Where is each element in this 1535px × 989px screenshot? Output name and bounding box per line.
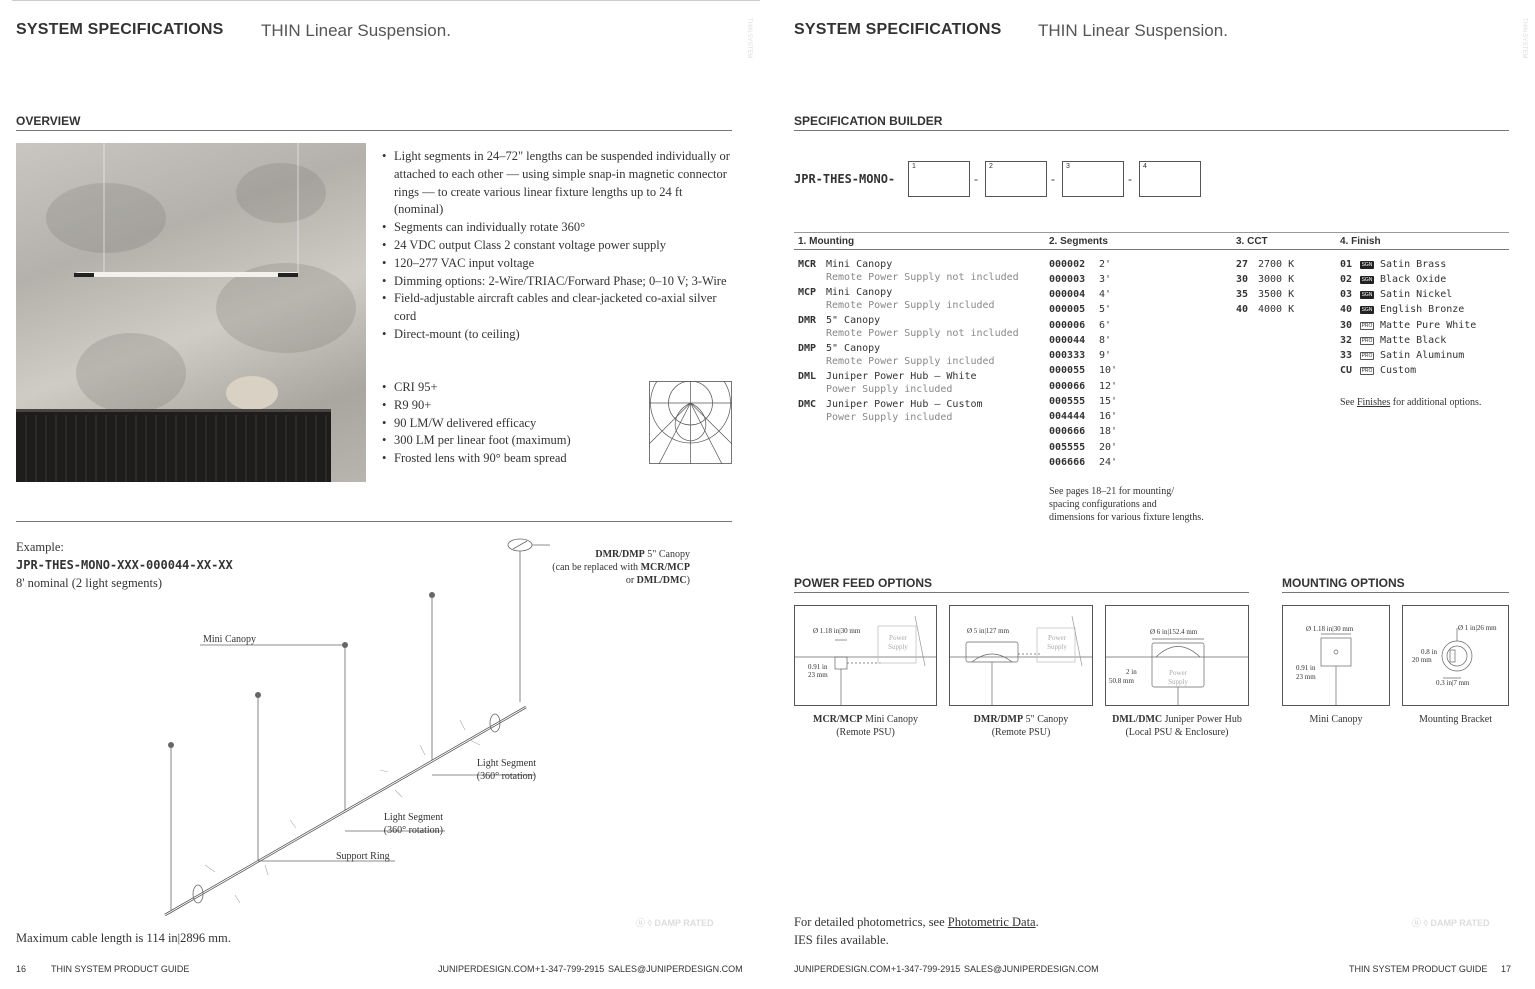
- right-page: [770, 0, 1535, 989]
- callout-text: ): [686, 575, 690, 586]
- name: Mini Canopy: [826, 259, 893, 270]
- len: 15': [1099, 396, 1118, 407]
- caption-bold: MCR/MCP: [813, 714, 863, 725]
- psu-label: Power Supply: [1047, 634, 1067, 651]
- note-text: For detailed photometrics, see: [794, 915, 948, 929]
- segment-row: [1049, 381, 1117, 392]
- mounting-option-mini-canopy: [1282, 605, 1390, 706]
- footer-guide: THIN SYSTEM PRODUCT GUIDE: [1349, 964, 1488, 974]
- name: Satin Brass: [1380, 259, 1447, 270]
- segment-row: [1049, 457, 1117, 468]
- len: 12': [1099, 381, 1118, 392]
- mounting-row: [798, 399, 983, 424]
- page-title: SYSTEM SPECIFICATIONS: [16, 21, 224, 38]
- caption-text: (Remote PSU): [991, 727, 1051, 738]
- code: 40: [1236, 304, 1249, 315]
- caption-text: Juniper Power Hub: [1162, 714, 1242, 725]
- name: 5" Canopy: [826, 315, 881, 326]
- val: 2700 K: [1258, 259, 1295, 270]
- side-tab: THIN SYSTEM: [746, 18, 752, 59]
- caption-bold: DML/DMC: [1112, 714, 1163, 725]
- code: DMP: [798, 343, 817, 354]
- power-feed-caption-3: [1100, 713, 1254, 739]
- name: Satin Aluminum: [1380, 350, 1465, 361]
- dimension-label: 23 mm: [808, 671, 828, 679]
- top-rule: [12, 0, 760, 1]
- len: 16': [1099, 411, 1118, 422]
- list-item: • 24 VDC output Class 2 constant voltage power supply: [382, 237, 734, 255]
- callout-bold: MCR/MCP: [640, 562, 690, 573]
- name: English Bronze: [1380, 304, 1465, 315]
- len: 2': [1099, 259, 1112, 270]
- code: 000004: [1049, 289, 1086, 300]
- footer-site-link[interactable]: JUNIPERDESIGN.COM: [794, 964, 891, 974]
- code: 000066: [1049, 381, 1086, 392]
- beam-spread-icon: [649, 381, 732, 464]
- mini-canopy-mount-drawing: [1283, 606, 1390, 706]
- builder-prefix: JPR-THES-MONO-: [794, 172, 896, 186]
- note-text: for additional options.: [1390, 397, 1482, 408]
- len: 24': [1099, 457, 1118, 468]
- photometric-note: [794, 913, 1039, 949]
- footer-email-link[interactable]: SALES@JUNIPERDESIGN.COM: [608, 964, 743, 974]
- name: Satin Nickel: [1380, 289, 1453, 300]
- builder-box-2[interactable]: [985, 161, 1047, 197]
- damp-rated-mark: ⓤ ◊ DAMP RATED: [636, 918, 714, 928]
- power-feed-5in-canopy: [949, 605, 1093, 706]
- len: 3': [1099, 274, 1112, 285]
- len: 6': [1099, 320, 1112, 331]
- list-item: • Dimming options: 2-Wire/TRIAC/Forward Phase; 0–10 V; 3-Wire: [382, 273, 734, 291]
- pro-badge: PRO: [1361, 368, 1373, 374]
- mounting-caption-1: Mini Canopy: [1309, 714, 1363, 725]
- segment-row: [1049, 442, 1117, 453]
- segment-row: [1049, 289, 1111, 300]
- val: 3000 K: [1258, 274, 1295, 285]
- finish-note: [1340, 396, 1481, 409]
- code: CU: [1340, 365, 1353, 376]
- name: Juniper Power Hub – Custom: [826, 399, 983, 410]
- list-item: • 90 LM/W delivered efficacy: [382, 415, 642, 433]
- ies-note: IES files available.: [794, 933, 889, 947]
- code: MCP: [798, 287, 817, 298]
- psu-label: Power Supply: [1168, 669, 1188, 686]
- code: DMC: [798, 399, 817, 410]
- len: 9': [1099, 350, 1112, 361]
- signature-badge: SGN: [1361, 307, 1373, 313]
- pro-badge: PRO: [1361, 338, 1373, 344]
- list-item: • Segments can individually rotate 360°: [382, 219, 734, 237]
- page-subtitle: THIN Linear Suspension.: [261, 21, 451, 40]
- code: 004444: [1049, 411, 1086, 422]
- col-mounting: 1. Mounting: [798, 236, 855, 247]
- product-photo: [16, 143, 366, 482]
- example-label: Example:: [16, 540, 64, 554]
- dimension-label: 2 in: [1126, 668, 1137, 676]
- col-cct: 3. CCT: [1236, 236, 1268, 247]
- max-cable-note: Maximum cable length is 114 in|2896 mm.: [16, 931, 231, 945]
- light-segment-label-2: [343, 811, 443, 837]
- finish-row: [1340, 320, 1476, 331]
- overview-bullets-a: [382, 148, 734, 344]
- mounting-row: [798, 343, 995, 368]
- code: MCR: [798, 259, 817, 270]
- code: 35: [1236, 289, 1249, 300]
- code: 02: [1340, 274, 1353, 285]
- psu-label: Power Supply: [888, 634, 908, 651]
- list-item: • 120–277 VAC input voltage: [382, 255, 734, 273]
- support-ring-label: Support Ring: [336, 851, 390, 862]
- label-line: Light Segment: [383, 812, 443, 823]
- damp-rated-text: DAMP RATED: [654, 918, 714, 928]
- code: 000006: [1049, 320, 1086, 331]
- canopy-callout: [500, 548, 690, 587]
- damp-rated-mark: ⓤ ◊ DAMP RATED: [1412, 918, 1490, 928]
- code: 03: [1340, 289, 1353, 300]
- len: 18': [1099, 426, 1118, 437]
- box-number: 2: [989, 163, 993, 170]
- pro-badge: PRO: [1361, 353, 1373, 359]
- spec-builder-heading: SPECIFICATION BUILDER: [794, 114, 1509, 131]
- list-item: • CRI 95+: [382, 379, 642, 397]
- example-code: JPR-THES-MONO-XXX-000044-XX-XX: [16, 558, 233, 572]
- mounting-row: [798, 315, 1019, 340]
- note-line: dimensions for various fixture lengths.: [1049, 512, 1204, 523]
- dimension-label: 0.3 in|7 mm: [1436, 679, 1470, 687]
- builder-dash: -: [1051, 172, 1055, 186]
- page-title: SYSTEM SPECIFICATIONS: [794, 21, 1002, 38]
- len: 4': [1099, 289, 1112, 300]
- list-item: • 300 LM per linear foot (maximum): [382, 432, 642, 450]
- code: 40: [1340, 304, 1353, 315]
- segment-row: [1049, 259, 1111, 270]
- cct-row: [1236, 304, 1294, 315]
- callout-bold: DMR/DMP: [595, 549, 645, 560]
- builder-box-1[interactable]: [908, 161, 970, 197]
- mounting-option-bracket: [1402, 605, 1509, 706]
- name: 5" Canopy: [826, 343, 881, 354]
- code: 000055: [1049, 365, 1086, 376]
- list-item: • Field-adjustable aircraft cables and clear-jacketed co-axial silver cord: [382, 290, 734, 326]
- mounting-row: [798, 371, 977, 396]
- power-feed-caption-2: [949, 713, 1093, 739]
- installation-diagram: [150, 535, 550, 925]
- segment-row: [1049, 411, 1117, 422]
- segment-row: [1049, 365, 1117, 376]
- cct-row: [1236, 289, 1294, 300]
- caption-bold: DMR/DMP: [973, 714, 1024, 725]
- dimension-label: 0.91 in: [808, 663, 828, 671]
- callout-text: 5" Canopy: [644, 549, 690, 560]
- power-feed-caption-1: [794, 713, 937, 739]
- mini-canopy-drawing: [795, 606, 937, 706]
- note: Remote Power Supply included: [826, 355, 995, 367]
- box-number: 3: [1066, 163, 1070, 170]
- name: Mini Canopy: [826, 287, 893, 298]
- side-tab: THIN SYSTEM: [1521, 18, 1527, 59]
- note: Power Supply included: [826, 383, 953, 395]
- dimension-label: Ø 1 in|26 mm: [1458, 624, 1497, 632]
- name: Matte Pure White: [1380, 320, 1477, 331]
- finish-row: [1340, 259, 1446, 270]
- dimension-label: 20 mm: [1412, 656, 1432, 664]
- note-text: See: [1340, 397, 1357, 408]
- signature-badge: SGN: [1361, 262, 1373, 268]
- name: Juniper Power Hub – White: [826, 371, 977, 382]
- signature-badge: SGN: [1361, 292, 1373, 298]
- power-feed-heading: POWER FEED OPTIONS: [794, 576, 1249, 593]
- dimension-label: Ø 5 in|127 mm: [967, 627, 1010, 635]
- dimension-label: 0.8 in: [1421, 648, 1437, 656]
- len: 8': [1099, 335, 1112, 346]
- caption-text: 5" Canopy: [1023, 714, 1069, 725]
- overview-heading: OVERVIEW: [16, 114, 732, 131]
- photo-scene: [16, 143, 366, 482]
- label-line: (360° rotation): [383, 825, 443, 836]
- code: 30: [1340, 320, 1353, 331]
- code: 000044: [1049, 335, 1086, 346]
- builder-box-4[interactable]: [1139, 161, 1201, 197]
- example-desc: 8' nominal (2 light segments): [16, 576, 162, 590]
- code: 000555: [1049, 396, 1086, 407]
- list-item: • Light segments in 24–72" lengths can be suspended individually or attached to each other — using simple snap-in magnetic connector rings — to create various linear fixture lengths up to 24 ft (nominal): [382, 148, 734, 219]
- builder-dash: -: [1128, 172, 1132, 186]
- finish-row: [1340, 304, 1464, 315]
- code: 32: [1340, 335, 1353, 346]
- code: 000005: [1049, 304, 1086, 315]
- code: 000002: [1049, 259, 1086, 270]
- table-rule: [794, 249, 1509, 250]
- dimension-label: 0.91 in: [1296, 664, 1316, 672]
- code: 01: [1340, 259, 1353, 270]
- name: Matte Black: [1380, 335, 1447, 346]
- footer-email-link[interactable]: SALES@JUNIPERDESIGN.COM: [964, 964, 1099, 974]
- code: 30: [1236, 274, 1249, 285]
- mini-canopy-label: Mini Canopy: [203, 634, 257, 645]
- callout-text: (can be replaced with: [552, 562, 641, 573]
- len: 10': [1099, 365, 1118, 376]
- val: 3500 K: [1258, 289, 1295, 300]
- code: DML: [798, 371, 817, 382]
- light-segment-label-1: [436, 757, 536, 783]
- list-item: • R9 90+: [382, 397, 642, 415]
- note-line: See pages 18–21 for mounting/: [1049, 486, 1174, 497]
- mounting-row: [798, 259, 1019, 284]
- note: Remote Power Supply not included: [826, 271, 1019, 283]
- mounting-options-heading: MOUNTING OPTIONS: [1282, 576, 1509, 593]
- finish-row: [1340, 289, 1452, 300]
- table-rule: [794, 232, 1509, 233]
- code: DMR: [798, 315, 817, 326]
- caption-text: (Remote PSU): [836, 727, 895, 738]
- overview-bullets-b: [382, 379, 642, 468]
- code: 000666: [1049, 426, 1086, 437]
- len: 5': [1099, 304, 1112, 315]
- canopy-5in-drawing: [950, 606, 1093, 706]
- box-number: 1: [912, 163, 916, 170]
- finish-row: [1340, 335, 1446, 346]
- left-page: [0, 0, 760, 989]
- damp-rated-text: DAMP RATED: [1430, 918, 1490, 928]
- callout-text: or: [625, 575, 637, 586]
- signature-badge: SGN: [1361, 277, 1373, 283]
- box-number: 4: [1143, 163, 1147, 170]
- label-line: Light Segment: [476, 758, 536, 769]
- len: 20': [1099, 442, 1118, 453]
- page-number: 17: [1501, 964, 1512, 974]
- power-hub-drawing: [1106, 606, 1249, 706]
- footer-phone: +1-347-799-2915: [535, 964, 605, 974]
- builder-dash: -: [974, 172, 978, 186]
- finish-row: [1340, 274, 1446, 285]
- segment-row: [1049, 320, 1111, 331]
- list-item: • Direct-mount (to ceiling): [382, 326, 734, 344]
- list-item: • Frosted lens with 90° beam spread: [382, 450, 642, 468]
- note-line: spacing configurations and: [1049, 499, 1157, 510]
- divider: [16, 521, 732, 522]
- note: Remote Power Supply not included: [826, 327, 1019, 339]
- segment-row: [1049, 426, 1117, 437]
- mounting-row: [798, 287, 995, 312]
- code: 33: [1340, 350, 1353, 361]
- caption-text: (Local PSU & Enclosure): [1125, 727, 1229, 738]
- name: Custom: [1380, 365, 1417, 376]
- page-subtitle: THIN Linear Suspension.: [1038, 21, 1228, 40]
- photometric-data-link[interactable]: Photometric Data: [947, 915, 1036, 929]
- power-feed-power-hub: [1105, 605, 1249, 706]
- mounting-caption-2: Mounting Bracket: [1418, 714, 1493, 725]
- note: Power Supply included: [826, 411, 953, 423]
- dimension-label: Ø 1.18 in|30 mm: [1306, 625, 1354, 633]
- code: 27: [1236, 259, 1249, 270]
- dimension-label: 50.8 mm: [1109, 677, 1134, 685]
- note-text: .: [1035, 915, 1039, 929]
- val: 4000 K: [1258, 304, 1295, 315]
- footer-site-link[interactable]: JUNIPERDESIGN.COM: [438, 964, 535, 974]
- builder-box-3[interactable]: [1062, 161, 1124, 197]
- segment-row: [1049, 274, 1111, 285]
- cct-row: [1236, 259, 1294, 270]
- power-feed-mini-canopy: [794, 605, 937, 706]
- finish-row: [1340, 350, 1464, 361]
- segment-row: [1049, 396, 1117, 407]
- code: 000333: [1049, 350, 1086, 361]
- caption-text: Mini Canopy: [862, 714, 918, 725]
- name: Black Oxide: [1380, 274, 1447, 285]
- code: 005555: [1049, 442, 1086, 453]
- code: 000003: [1049, 274, 1086, 285]
- finishes-link[interactable]: Finishes: [1356, 397, 1391, 408]
- segment-row: [1049, 350, 1111, 361]
- segments-note: [1049, 485, 1204, 524]
- dimension-label: 23 mm: [1296, 673, 1316, 681]
- code: 006666: [1049, 457, 1086, 468]
- callout-bold: DML/DMC: [636, 575, 687, 586]
- footer-phone: +1-347-799-2915: [891, 964, 961, 974]
- label-line: (360° rotation): [476, 771, 536, 782]
- dimension-label: Ø 6 in|152.4 mm: [1150, 628, 1198, 636]
- page-number: 16: [16, 964, 27, 974]
- note: Remote Power Supply included: [826, 299, 995, 311]
- footer-guide: THIN SYSTEM PRODUCT GUIDE: [51, 964, 190, 974]
- dimension-label: Ø 1.18 in|30 mm: [813, 627, 861, 635]
- col-segments: 2. Segments: [1049, 236, 1108, 247]
- finish-row: [1340, 365, 1416, 376]
- col-finish: 4. Finish: [1340, 236, 1381, 247]
- cct-row: [1236, 274, 1294, 285]
- segment-row: [1049, 335, 1111, 346]
- pro-badge: PRO: [1361, 323, 1373, 329]
- segment-row: [1049, 304, 1111, 315]
